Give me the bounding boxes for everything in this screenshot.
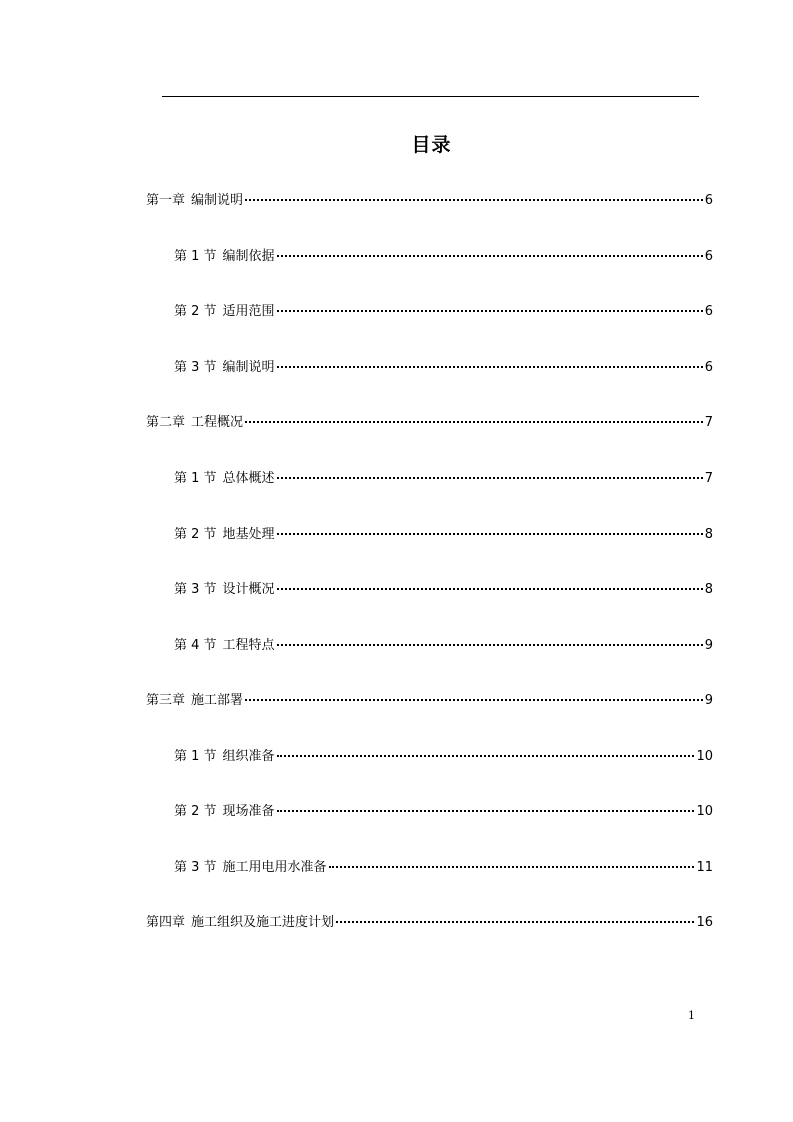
dot-leader <box>277 533 703 535</box>
toc-entry-title: 施工组织及施工进度计划 <box>191 915 335 930</box>
toc-entry-page: 6 <box>704 360 713 375</box>
toc-entry-title: 总体概述 <box>222 471 275 486</box>
toc-entry-section[interactable] <box>174 749 713 765</box>
dot-leader <box>329 866 695 868</box>
toc-entry-number: 第 3 节 <box>174 582 217 597</box>
toc-entry-title: 组织准备 <box>222 749 275 764</box>
toc-entry-number: 第 3 节 <box>174 860 217 875</box>
toc-entry-page: 9 <box>704 693 713 708</box>
toc-entry-page: 8 <box>704 582 713 597</box>
toc-entry-chapter-4[interactable] <box>146 915 713 931</box>
toc-entry-number: 第二章 <box>146 415 186 430</box>
toc-entry-page: 6 <box>704 304 713 319</box>
toc-entry-page: 6 <box>704 193 713 208</box>
page-title: 目录 <box>411 134 452 156</box>
toc-entry-page: 6 <box>704 249 713 264</box>
toc-entry-title: 编制依据 <box>222 249 275 264</box>
toc-entry-number: 第 3 节 <box>174 360 217 375</box>
dot-leader <box>277 588 703 590</box>
toc-entry-title: 地基处理 <box>222 527 275 542</box>
toc-entry-section[interactable] <box>174 471 713 487</box>
toc-entry-chapter-1[interactable] <box>146 193 713 209</box>
toc-entry-section[interactable] <box>174 804 713 820</box>
toc-entry-section[interactable] <box>174 638 713 654</box>
page-number: 1 <box>688 1009 695 1022</box>
toc-entry-section[interactable] <box>174 249 713 265</box>
toc-entry-page: 8 <box>704 527 713 542</box>
toc-entry-number: 第 2 节 <box>174 304 217 319</box>
toc-entry-section[interactable] <box>174 860 713 876</box>
toc-entry-page: 16 <box>696 915 713 930</box>
dot-leader <box>277 810 695 812</box>
dot-leader <box>277 366 703 368</box>
toc-entry-title: 编制说明 <box>222 360 275 375</box>
toc-entry-number: 第三章 <box>146 693 186 708</box>
toc-entry-title: 工程概况 <box>191 415 244 430</box>
toc-entry-number: 第四章 <box>146 915 186 930</box>
toc-entry-page: 7 <box>704 471 713 486</box>
toc-entry-title: 施工部署 <box>191 693 244 708</box>
toc-entry-section[interactable] <box>174 582 713 598</box>
toc-entry-page: 10 <box>696 749 713 764</box>
toc-entry-title: 施工用电用水准备 <box>222 860 327 875</box>
dot-leader <box>277 310 703 312</box>
toc-entry-section[interactable] <box>174 304 713 320</box>
dot-leader <box>245 421 703 423</box>
dot-leader <box>336 921 694 923</box>
dot-leader <box>277 644 703 646</box>
toc-entry-chapter-3[interactable] <box>146 693 713 709</box>
dot-leader <box>245 699 703 701</box>
toc-entry-section[interactable] <box>174 360 713 376</box>
toc-entry-number: 第 1 节 <box>174 249 217 264</box>
toc-entry-number: 第 2 节 <box>174 527 217 542</box>
toc-entry-number: 第一章 <box>146 193 186 208</box>
toc-entry-title: 设计概况 <box>222 582 275 597</box>
toc-entry-page: 11 <box>696 860 713 875</box>
header-rule <box>162 96 699 97</box>
toc-entry-page: 10 <box>696 804 713 819</box>
dot-leader <box>277 255 703 257</box>
toc-entry-title: 编制说明 <box>191 193 244 208</box>
toc-entry-number: 第 1 节 <box>174 471 217 486</box>
toc-entry-section[interactable] <box>174 527 713 543</box>
toc-entry-number: 第 1 节 <box>174 749 217 764</box>
dot-leader <box>277 477 703 479</box>
toc-entry-page: 7 <box>704 415 713 430</box>
toc-entry-title: 现场准备 <box>222 804 275 819</box>
toc-entry-title: 适用范围 <box>222 304 275 319</box>
toc-entry-page: 9 <box>704 638 713 653</box>
toc-entry-chapter-2[interactable] <box>146 415 713 431</box>
toc-entry-number: 第 4 节 <box>174 638 217 653</box>
dot-leader <box>245 199 703 201</box>
dot-leader <box>277 755 695 757</box>
toc-entry-title: 工程特点 <box>222 638 275 653</box>
toc-entry-number: 第 2 节 <box>174 804 217 819</box>
